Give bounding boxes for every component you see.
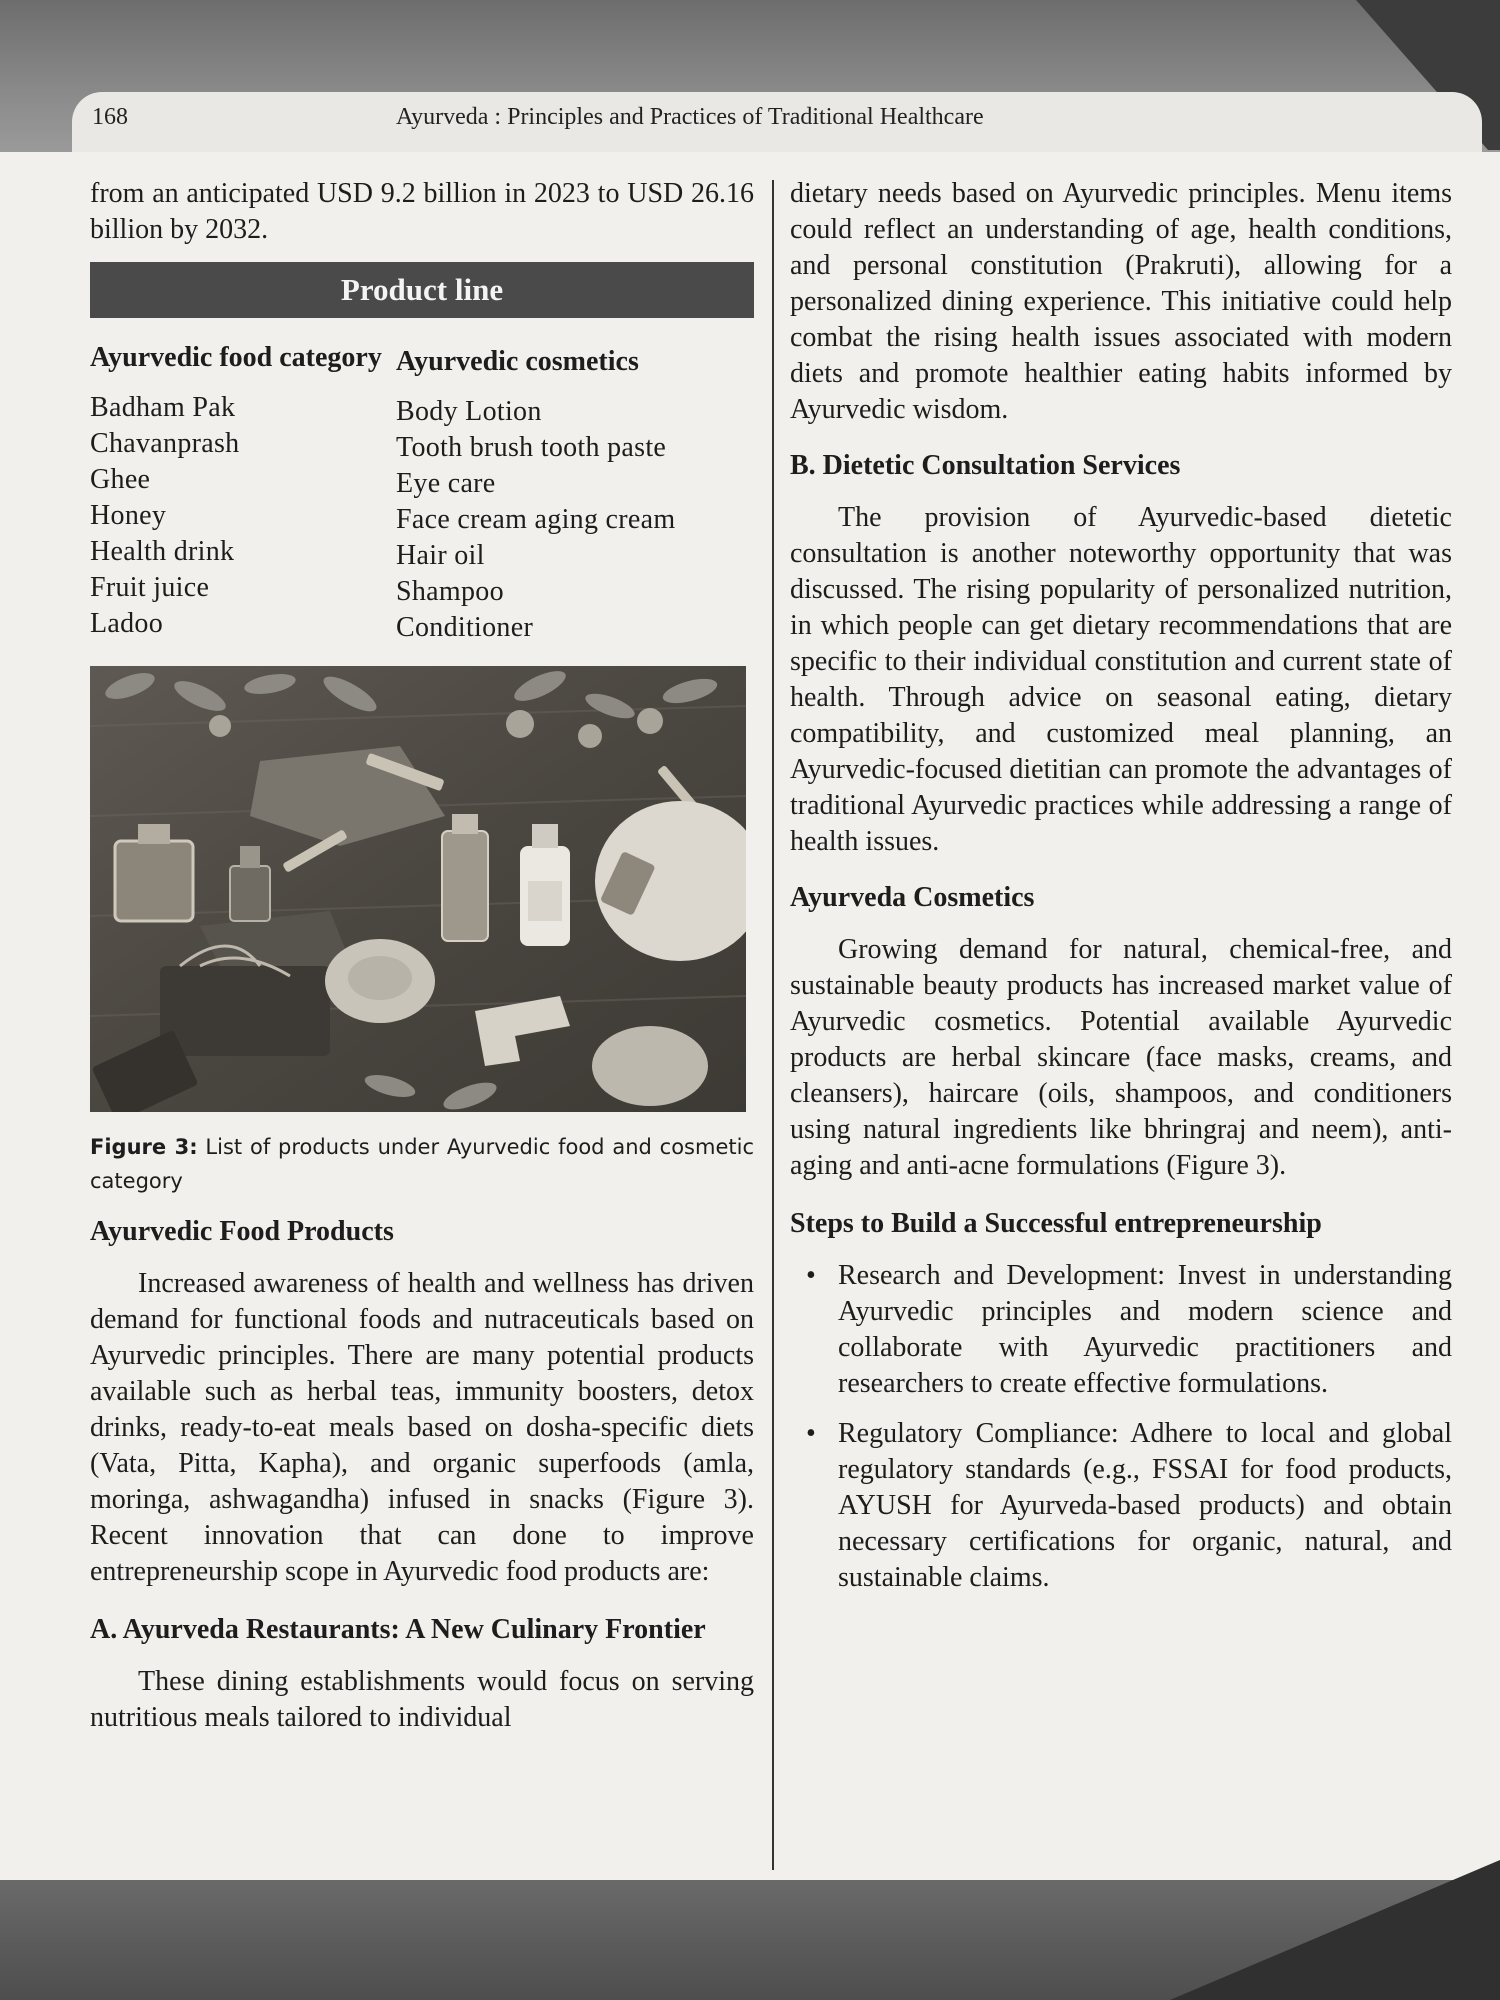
steps-heading: Steps to Build a Successful entrepreneurship — [790, 1208, 1322, 1239]
food-item: Fruit juice — [90, 572, 210, 603]
cosmetics-heading: Ayurveda Cosmetics — [790, 882, 1035, 913]
right-column — [790, 176, 1452, 1610]
running-head-title: Ayurveda : Principles and Practices of Traditional Healthcare — [396, 104, 984, 130]
food-item: Health drink — [90, 536, 235, 567]
figure-caption-text: List of products under Ayurvedic food and cosmetic category — [90, 1135, 754, 1193]
cosmetic-item: Shampoo — [396, 576, 504, 607]
food-category-column — [90, 340, 396, 646]
cosmetic-item: Face cream aging cream — [396, 504, 676, 535]
cosmetic-item: Body Lotion — [396, 396, 542, 427]
steps-list — [790, 1258, 1452, 1596]
figure-caption — [90, 1130, 754, 1198]
product-photo — [90, 666, 746, 1112]
food-category-heading: Ayurvedic food category — [90, 342, 382, 373]
page-number: 168 — [92, 104, 128, 130]
food-item: Chavanprash — [90, 428, 240, 459]
food-item: Ladoo — [90, 608, 164, 639]
cosmetic-item: Hair oil — [396, 540, 485, 571]
left-column — [90, 176, 754, 1736]
food-item: Honey — [90, 500, 167, 531]
food-products-paragraph: Increased awareness of health and wellness has driven demand for functional foods and nutraceuticals based on Ayurvedic principles. There are many potential products available such as herbal teas, immunity boosters, detox drinks, ready-to-eat meals based on dosha-specific diets (Vata, Pitta, Kapha), and organic superfoods (amla, moringa, ashwagandha) infused in snacks (Figure 3). Recent innovation that can done to improve entrepreneurship scope in Ayurvedic food products are: — [90, 1268, 754, 1587]
restaurants-paragraph: These dining establishments would focus on serving nutritious meals tailored to individual — [90, 1666, 754, 1733]
cosmetics-category-column — [396, 340, 754, 646]
intro-paragraph: from an anticipated USD 9.2 billion in 2023 to USD 26.16 billion by 2032. — [90, 178, 754, 245]
food-item: Badham Pak — [90, 392, 236, 423]
restaurants-continued-paragraph: dietary needs based on Ayurvedic principles. Menu items could reflect an understanding of age, health conditions, and personal constitution (Prakruti), allowing for a personalized dining experience. This initiative could help combat the rising health issues associated with modern diets and promote healthier eating habits informed by Ayurvedic wisdom. — [790, 178, 1452, 425]
product-line-banner: Product line — [90, 262, 754, 318]
column-divider — [772, 180, 774, 1870]
cosmetic-item: Tooth brush tooth paste — [396, 432, 667, 463]
food-item: Ghee — [90, 464, 151, 495]
figure-label: Figure 3: — [90, 1135, 198, 1159]
food-products-heading: Ayurvedic Food Products — [90, 1216, 394, 1247]
cosmetics-category-heading: Ayurvedic cosmetics — [396, 346, 639, 377]
cosmetic-item: Conditioner — [396, 612, 534, 643]
cosmetics-paragraph: Growing demand for natural, chemical-free, and sustainable beauty products has increased market value of Ayurvedic cosmetics. Potential available Ayurvedic products are herbal skincare (face masks, creams, and cleansers), haircare (oils, shampoos, and conditioners using natural ingredients like bhringraj and neem), anti-aging and anti-acne formulations (Figure 3). — [790, 934, 1452, 1181]
cosmetic-item: Eye care — [396, 468, 496, 499]
dietetic-paragraph: The provision of Ayurvedic-based dietetic consultation is another noteworthy opportunity that was discussed. The rising popularity of personalized nutrition, in which people can get dietary recommendations that are specific to their individual constitution and current state of health. Through advice on seasonal eating, dietary compatibility, and customized meal planning, an Ayurvedic-focused dietitian can promote the advantages of traditional Ayurvedic practices while addressing a range of health issues. — [790, 502, 1452, 857]
steps-list-item: • Research and Development: Invest in understanding Ayurvedic principles and modern science and collaborate with Ayurvedic practitioners and researchers to create effective formulations. — [838, 1258, 1452, 1402]
restaurants-heading: A. Ayurveda Restaurants: A New Culinary Frontier — [90, 1614, 706, 1645]
product-photo-illustration — [90, 666, 746, 1112]
product-line-table — [90, 340, 754, 646]
dietetic-heading: B. Dietetic Consultation Services — [790, 450, 1181, 481]
steps-list-item: • Regulatory Compliance: Adhere to local and global regulatory standards (e.g., FSSAI for food products, AYUSH for Ayurveda-based products) and obtain necessary certifications for organic, natural, and sustainable claims. — [838, 1416, 1452, 1596]
